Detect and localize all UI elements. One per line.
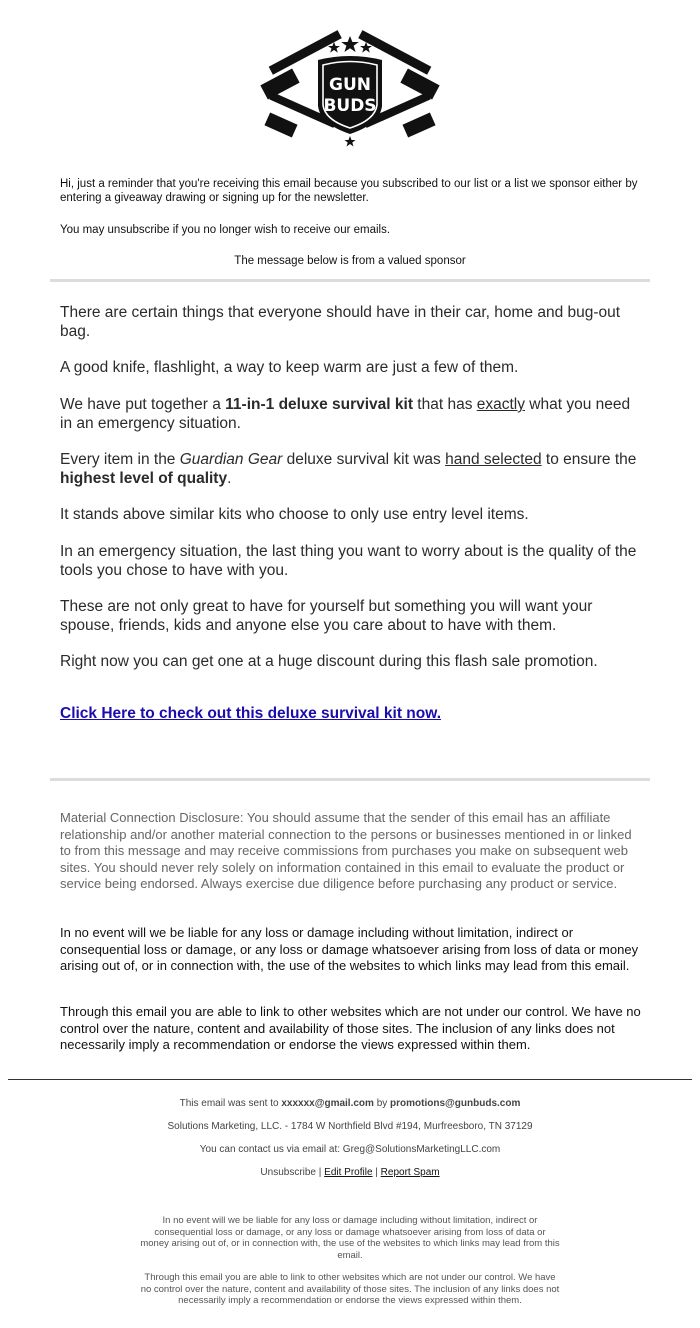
brand-italic: Guardian Gear [179, 451, 283, 468]
footer-address: Solutions Marketing, LLC. - 1784 W Northfield Blvd #194, Murfreesboro, TN 37129 [167, 1121, 533, 1132]
shield-icon [318, 56, 382, 134]
body-paragraph-6: In an emergency situation, the last thing you want to worry about is the quality of the tools you chose to have with you. [60, 543, 637, 579]
bottom-star-icon [345, 136, 356, 147]
footer-legal-liability: In no event will we be liable for any loss or damage including without limitation, indirect or consequential loss or damage, or any loss or damage whatsoever arising from loss of data or money arising out of, or in connection with, the use of the websites to which links may lead from this email. [140, 1215, 560, 1261]
body-paragraph-3: We have put together a 11-in-1 deluxe survival kit that has exactly what you need in an emergency situation. [60, 396, 631, 432]
hand-selected-underline: hand selected [445, 451, 542, 468]
body-paragraph-8: Right now you can get one at a huge discount during this flash sale promotion. [60, 653, 598, 670]
edit-profile-link[interactable]: Edit Profile [324, 1167, 373, 1178]
footer-sent-to: This email was sent to xxxxxx@gmail.com by promotions@gunbuds.com [179, 1098, 521, 1109]
gunbuds-logo [260, 18, 440, 150]
sender-email: promotions@gunbuds.com [390, 1098, 521, 1109]
quality-bold: highest level of quality [60, 469, 228, 487]
footer-legal-links: Through this email you are able to link to other websites which are not under our control. We have no control over the nature, content and availability of those sites. The inclusion of any links does not necessarily imply a recommendation or endorse the views expressed within them. [140, 1272, 560, 1306]
survival-kit-cta-link[interactable]: Click Here to check out this deluxe survival kit now. [60, 705, 442, 722]
intro-unsubscribe-note: You may unsubscribe if you no longer wish to receive our emails. [60, 224, 391, 236]
divider-top [50, 279, 650, 282]
unsubscribe-link[interactable]: Unsubscribe [260, 1167, 316, 1178]
kit-name-bold: 11-in-1 deluxe survival kit [225, 396, 413, 413]
footer-actions: Unsubscribe | Edit Profile | Report Spam [260, 1167, 440, 1178]
sponsor-note: The message below is from a valued sponsor [234, 255, 466, 267]
intro-reminder: Hi, just a reminder that you're receiving this email because you subscribed to our list or a list we sponsor either by entering a giveaway drawing or signing up for the newsletter. [60, 178, 638, 204]
report-spam-link[interactable]: Report Spam [380, 1167, 440, 1178]
body-paragraph-1: There are certain things that everyone should have in their car, home and bug-out bag. [60, 304, 621, 340]
body-paragraph-4: Every item in the Guardian Gear deluxe survival kit was hand selected to ensure the highest level of quality. [60, 451, 637, 487]
divider-bottom [50, 778, 650, 781]
logo-text-gun: GUN [329, 75, 371, 95]
recipient-email: xxxxxx@gmail.com [281, 1098, 374, 1109]
footer-contact: You can contact us via email at: Greg@SolutionsMarketingLLC.com [199, 1144, 501, 1155]
body-paragraph-5: It stands above similar kits who choose to only use entry level items. [60, 506, 529, 523]
liability-disclaimer: In no event will we be liable for any loss or damage including without limitation, indirect or consequential loss or damage, or any loss or damage whatsoever arising from loss of data or money arising out of, or in connection with, the use of the websites to which links may lead from this email. [60, 925, 639, 973]
body-paragraph-7: These are not only great to have for yourself but something you will want your spouse, friends, kids and anyone else you care about to have with them. [60, 598, 593, 634]
logo-text-buds: BUDS [323, 96, 377, 116]
exactly-underline: exactly [476, 396, 525, 413]
footer-divider [8, 1079, 692, 1080]
external-links-disclaimer: Through this email you are able to link to other websites which are not under our control. We have no control over the nature, content and availability of those sites. The inclusion of any links does not necessarily imply a recommendation or endorse the views expressed within them. [60, 1004, 641, 1052]
body-paragraph-2: A good knife, flashlight, a way to keep warm are just a few of them. [60, 359, 519, 376]
material-disclosure: Material Connection Disclosure: You should assume that the sender of this email has an affiliate relationship and/or another material connection to the persons or businesses mentioned in or linked to from this message and may receive commissions from purchases you make on subsequent web sites. You should never rely solely on information contained in this email to evaluate the product or service being endorsed. Always exercise due diligence before purchasing any product or service. [60, 810, 632, 891]
